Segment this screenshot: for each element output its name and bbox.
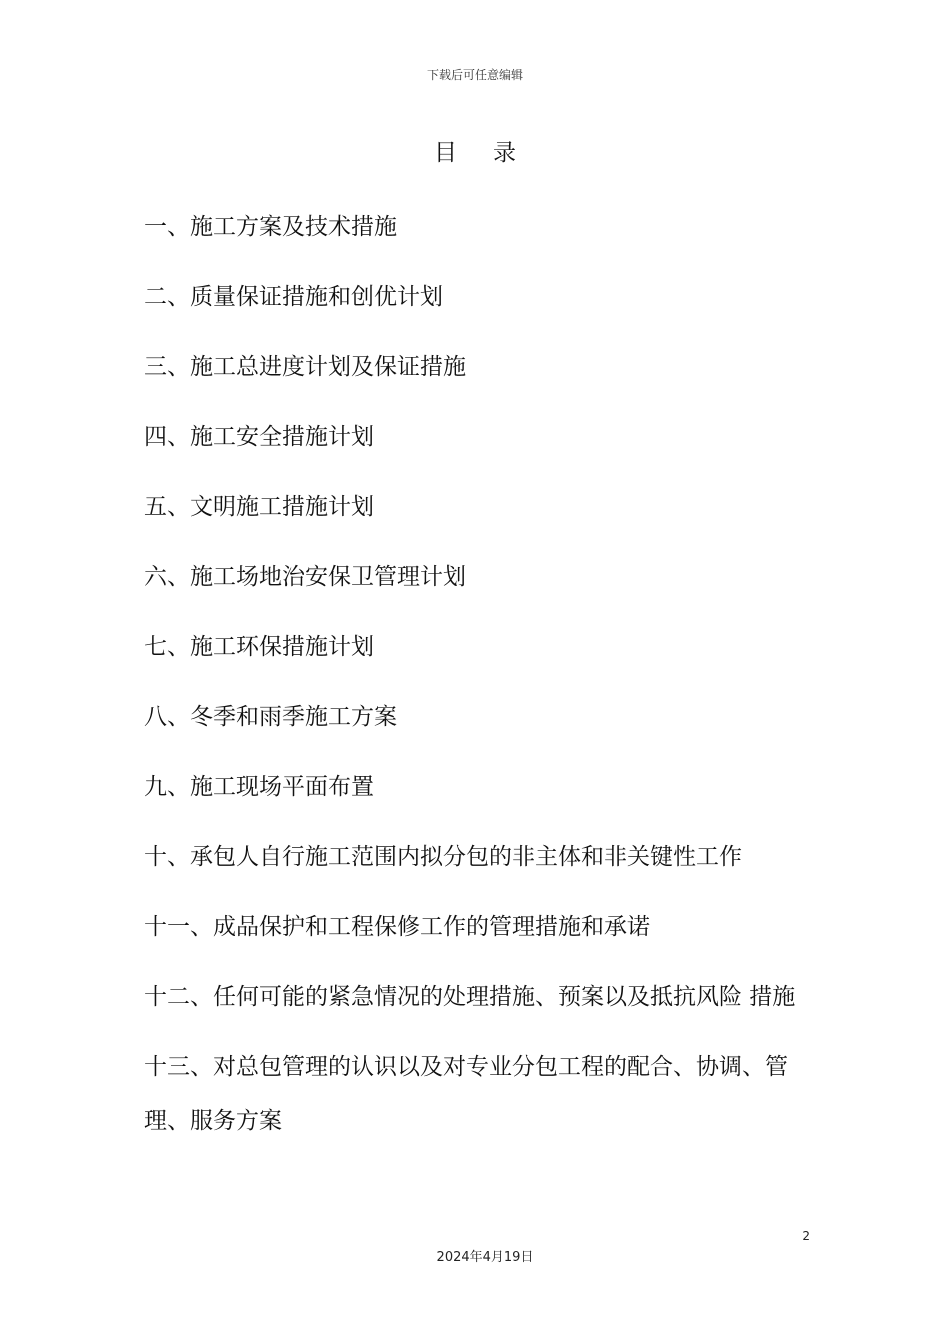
toc-item-7: 七、施工环保措施计划 [144,634,374,660]
header-note: 下载后可任意编辑 [426,68,523,82]
toc-item-11: 十一、成品保护和工程保修工作的管理措施和承诺 [144,914,650,940]
page-number: 2 [802,1229,810,1243]
toc-item-12: 十二、任何可能的紧急情况的处理措施、预案以及抵抗风险 措施 [144,984,796,1010]
toc-title: 目录 [434,140,552,166]
toc-item-5: 五、文明施工措施计划 [144,494,374,520]
toc-item-6: 六、施工场地治安保卫管理计划 [144,564,466,590]
toc-item-2: 二、质量保证措施和创优计划 [144,284,443,310]
toc-item-8: 八、冬季和雨季施工方案 [144,704,397,730]
toc-list [144,200,814,1164]
toc-item-1: 一、施工方案及技术措施 [144,214,397,240]
toc-item-10: 十、承包人自行施工范围内拟分包的非主体和非关键性工作 [144,844,742,870]
toc-item-9: 九、施工现场平面布置 [144,774,374,800]
toc-item-3: 三、施工总进度计划及保证措施 [144,354,466,380]
toc-item-13: 十三、对总包管理的认识以及对专业分包工程的配合、协调、管理、服务方案 [144,1054,788,1134]
toc-item-4: 四、施工安全措施计划 [144,424,374,450]
footer-date: 2024年4月19日 [436,1250,534,1265]
